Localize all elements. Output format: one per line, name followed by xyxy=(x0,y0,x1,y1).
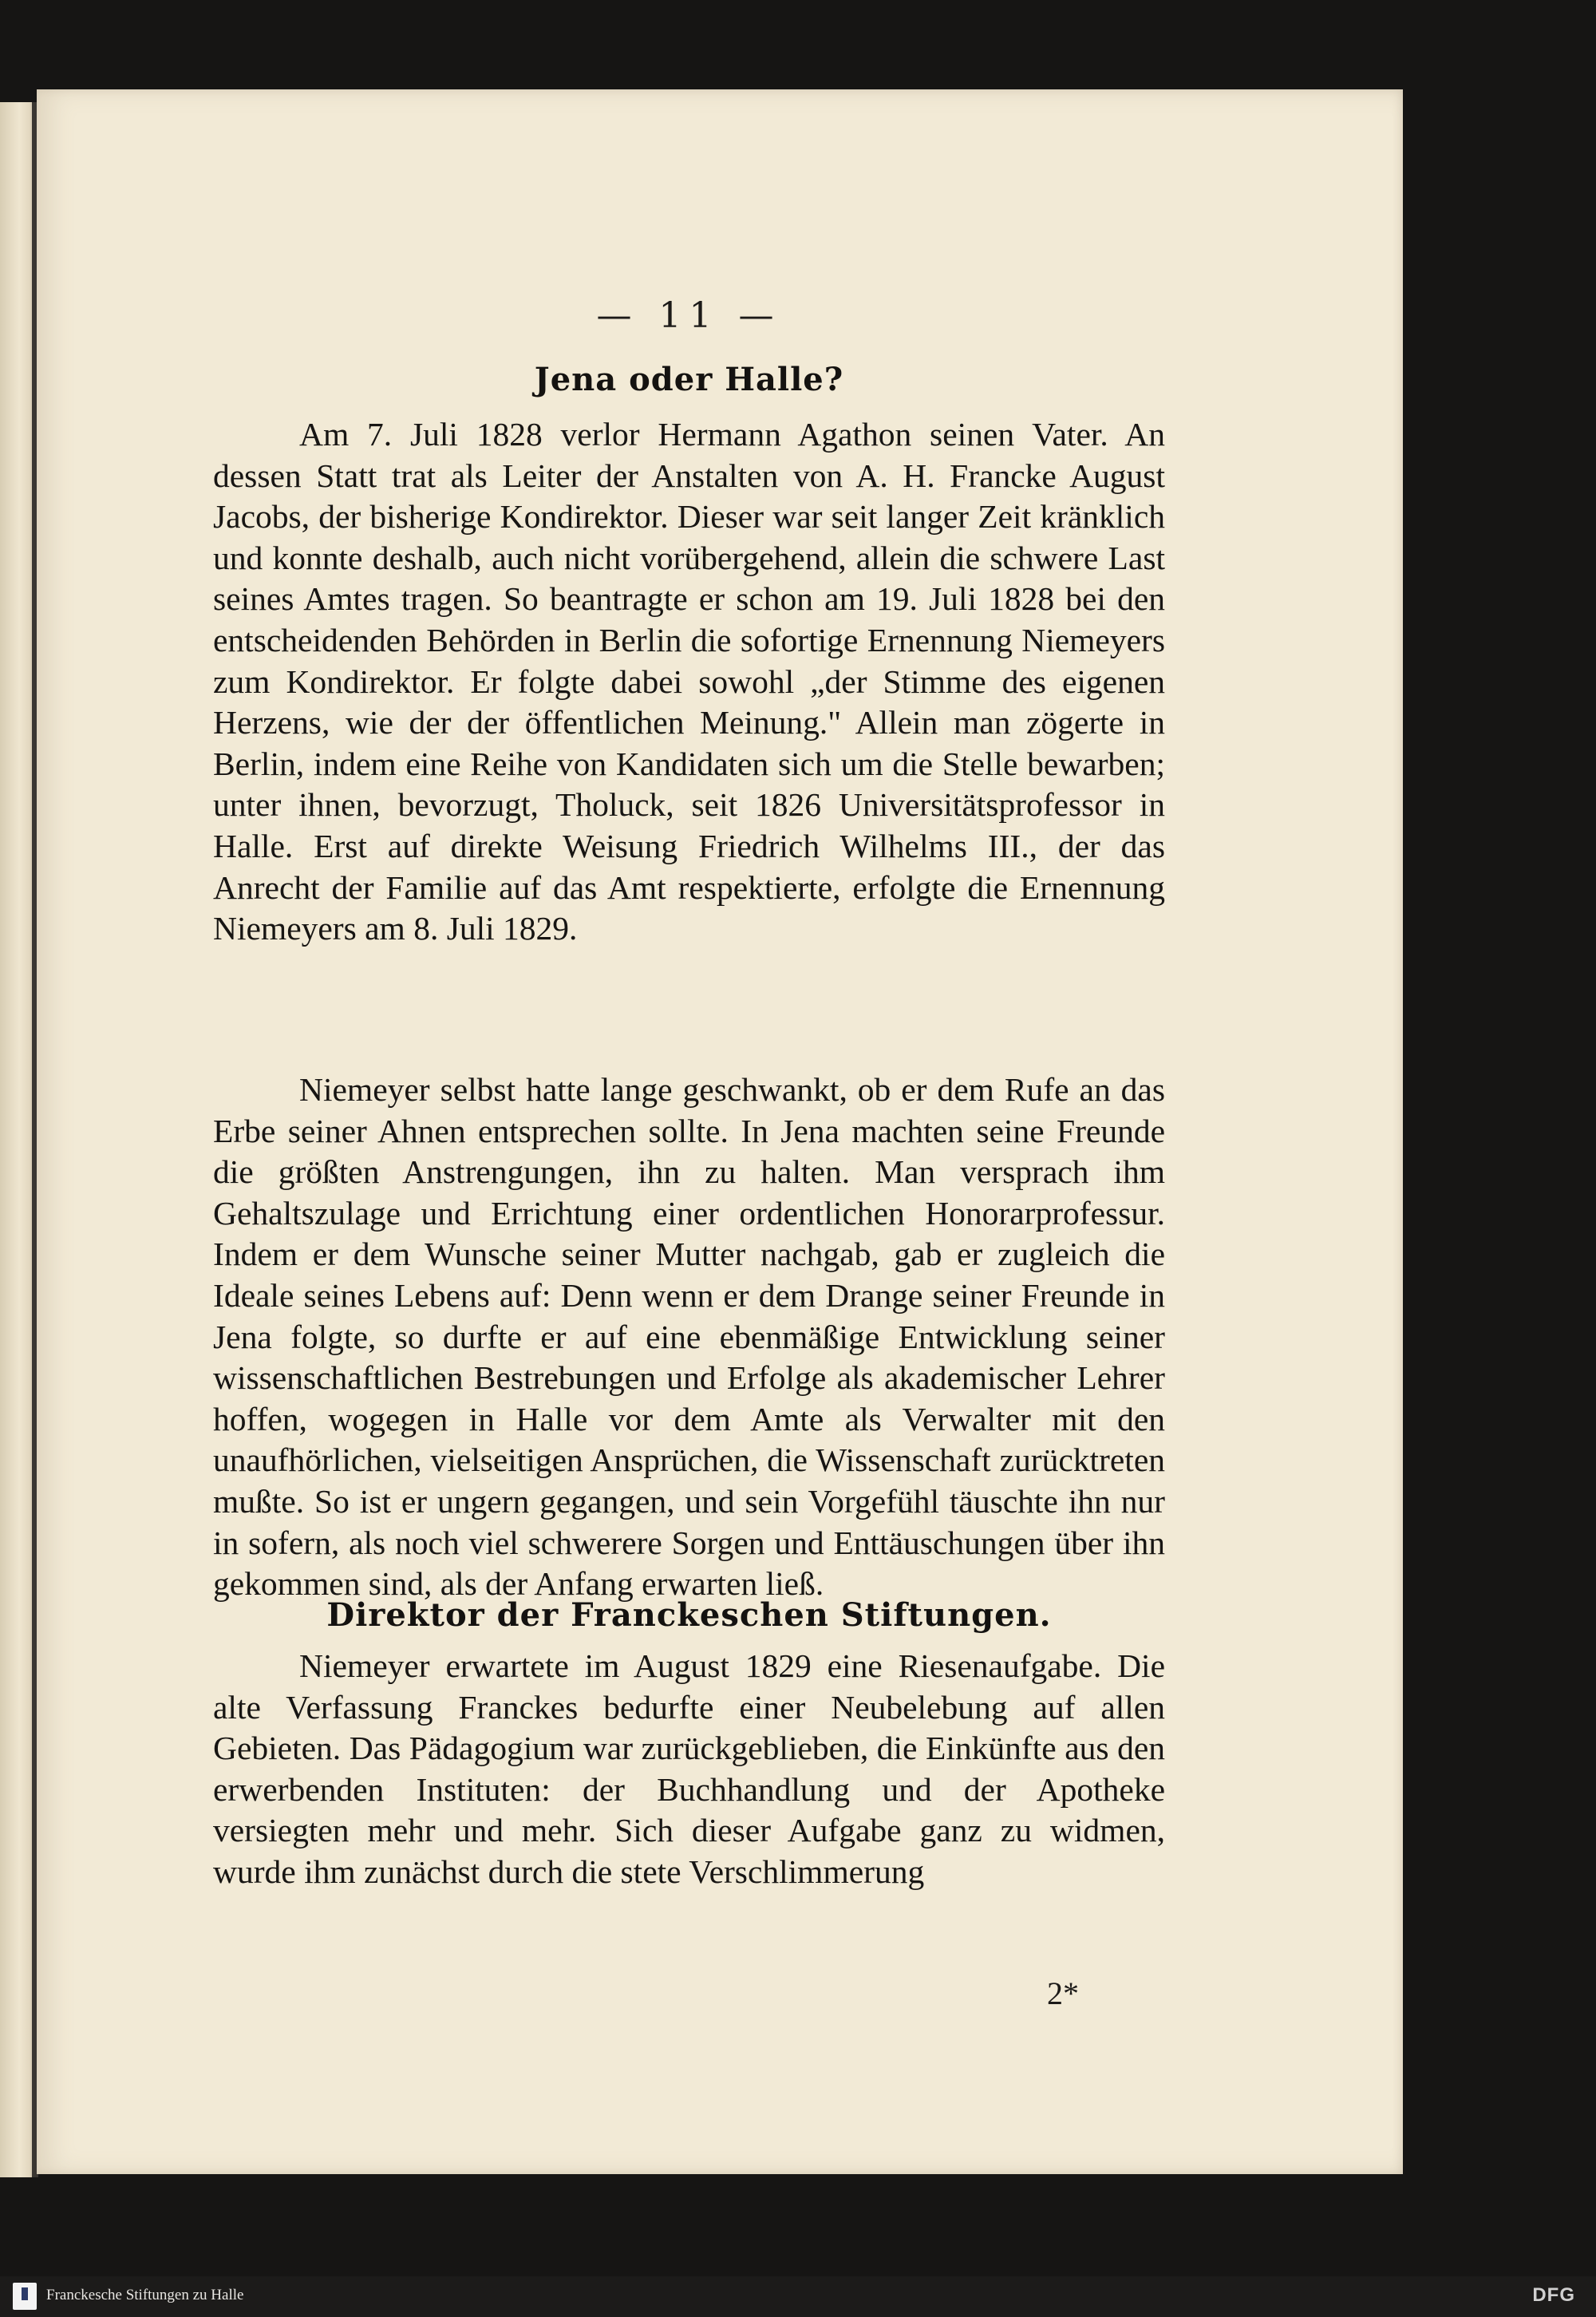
paragraph-text: Niemeyer erwartete im August 1829 eine Riesenaufgabe. Die alte Verfassung Franckes bedurfte einer Neubelebung auf allen Gebieten. Das Pädagogium war zurückgeblieben, die Einkünfte aus den erwerbenden Instituten: der Buchhandlung und der Apotheke versiegten mehr und mehr. Sich dieser Aufgabe ganz zu widmen, wurde ihm zunächst durch die stete Verschlimmerung xyxy=(213,1647,1165,1890)
dfg-logo: DFG xyxy=(1532,2284,1575,2306)
section-heading: Direktor der Franckeschen Stiftungen. xyxy=(326,1596,1052,1634)
previous-page-edge xyxy=(0,102,35,2177)
paragraph xyxy=(213,1070,1165,1605)
paragraph xyxy=(213,414,1165,950)
page-number-header: — 11 — xyxy=(596,295,782,336)
paragraph xyxy=(213,1646,1165,1893)
paragraph-text: Niemeyer selbst hatte lange geschwankt, ob er dem Rufe an das Erbe seiner Ahnen entsprechen sollte. In Jena machten seine Freunde die größten Anstrengungen, ihn zu halten. Man versprach ihm Gehaltszulage und Errichtung einer ordentlichen Honorarprofessur. Indem er dem Wunsche seiner Mutter nachgab, gab er zugleich die Ideale seines Lebens auf: Denn wenn er dem Drange seiner Freunde in Jena folgte, so durfte er auf eine ebenmäßige Entwicklung seiner wissenschaftlichen Bestrebungen und Erfolge als akademischer Lehrer hoffen, wogegen in Halle vor dem Amte als Verwalter mit den unaufhörlichen, vielseitigen Ansprüchen, die Wissenschaft zurücktreten mußte. So ist er ungern gegangen, und sein Vorgefühl täuschte ihn nur in sofern, als noch viel schwerere Sorgen und Enttäuschungen über ihn gekommen sind, als der Anfang erwarten ließ. xyxy=(213,1071,1165,1603)
franckesche-stiftungen-logo-icon xyxy=(13,2283,37,2310)
institution-name: Franckesche Stiftungen zu Halle xyxy=(46,2287,244,2303)
section-heading: Jena oder Halle? xyxy=(534,361,844,398)
paragraph-text: Am 7. Juli 1828 verlor Hermann Agathon seinen Vater. An dessen Statt trat als Leiter der Anstalten von A. H. Francke August Jacobs, der bisherige Kondirektor. Dieser war seit langer Zeit kränklich und konnte deshalb, auch nicht vorübergehend, allein die schwere Last seines Amtes tragen. So beantragte er schon am 19. Juli 1828 bei den entscheidenden Behörden in Berlin die sofortige Ernennung Niemeyers zum Kondirektor. Er folgte dabei sowohl „der Stimme des eigenen Herzens, wie der der öffentlichen Meinung." Allein man zögerte in Berlin, indem eine Reihe von Kandidaten sich um die Stelle bewarben; unter ihnen, bevorzugt, Tholuck, seit 1826 Universitätsprofessor in Halle. Erst auf direkte Weisung Friedrich Wilhelms III., der das Anrecht der Familie auf das Amt respektierte, erfolgte die Ernennung Niemeyers am 8. Juli 1829. xyxy=(213,416,1165,947)
book-page xyxy=(37,89,1403,2174)
signature-mark: 2* xyxy=(1047,1975,1079,2011)
